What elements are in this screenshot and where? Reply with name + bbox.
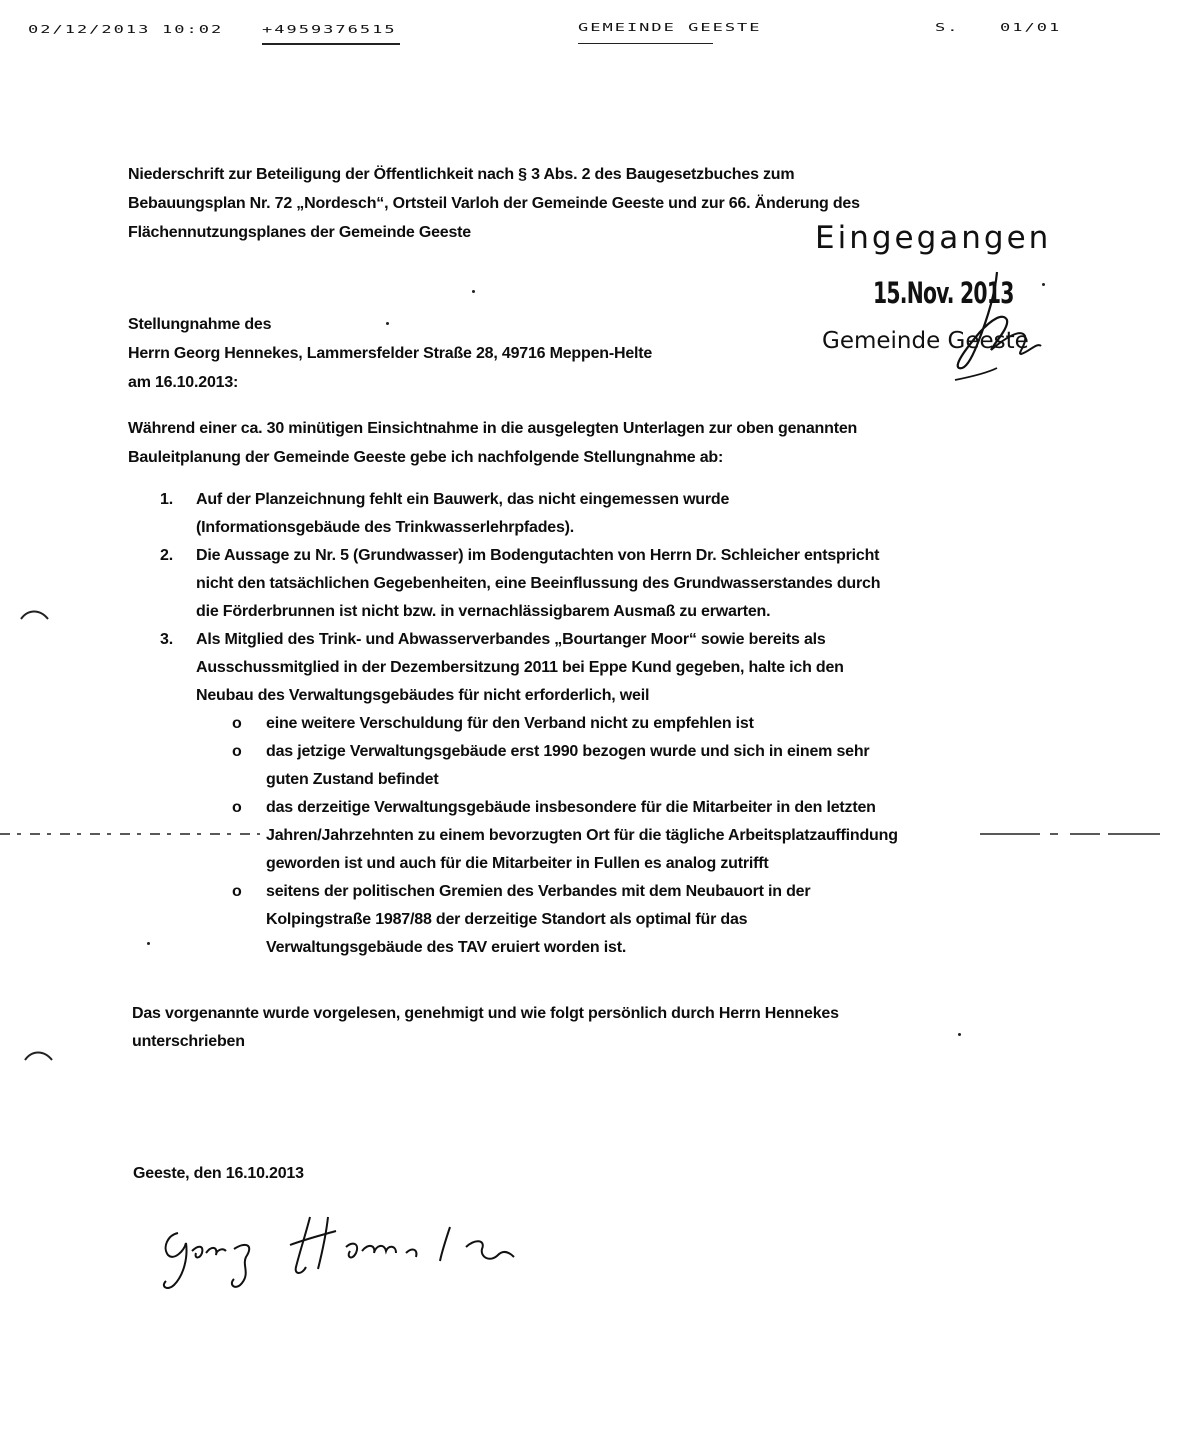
fax-dash-artifact xyxy=(0,832,1200,836)
reason-sublist xyxy=(232,710,1000,962)
list-item xyxy=(160,626,1000,962)
intro-line: Bauleitplanung der Gemeinde Geeste gebe ich nachfolgende Stellungnahme ab: xyxy=(128,449,724,466)
received-stamp xyxy=(815,220,1095,370)
intro-line: Während einer ca. 30 minütigen Einsichtnahme in die ausgelegten Unterlagen zur oben genannten xyxy=(128,420,858,437)
fax-date: 02/12/2013 xyxy=(28,24,151,36)
statement-line: Herrn Georg Hennekes, Lammersfelder Straße 28, 49716 Meppen-Helte xyxy=(128,345,653,362)
bullet: o xyxy=(232,883,242,900)
bullet: o xyxy=(232,715,242,732)
item-number: 2. xyxy=(160,547,173,564)
fax-underline xyxy=(578,43,713,44)
sub-list-item xyxy=(232,878,1000,962)
scan-speck xyxy=(1042,283,1045,286)
sub-item-line: geworden ist und auch für die Mitarbeiter in Fullen es analog zutrifft xyxy=(266,855,769,872)
bullet: o xyxy=(232,799,242,816)
item-number: 3. xyxy=(160,631,173,648)
sub-item-line: eine weitere Verschuldung für den Verband nicht zu empfehlen ist xyxy=(266,715,754,732)
sub-item-line: Kolpingstraße 1987/88 der derzeitige Standort als optimal für das xyxy=(266,911,748,928)
sub-item-line: guten Zustand befindet xyxy=(266,771,439,788)
intro-paragraph xyxy=(128,414,857,472)
objection-list xyxy=(160,486,1000,962)
scan-speck xyxy=(958,1033,961,1036)
handwritten-signature xyxy=(150,1205,530,1295)
sub-list-item xyxy=(232,738,1000,794)
fax-page-label: S. xyxy=(935,22,960,34)
item-line: die Förderbrunnen ist nicht bzw. in vernachlässigbarem Ausmaß zu erwarten. xyxy=(196,603,771,620)
scan-speck xyxy=(147,942,150,945)
list-item xyxy=(160,486,1000,542)
item-line: Ausschussmitglied in der Dezembersitzung 2011 bei Eppe Kund gegeben, halte ich den xyxy=(196,659,844,676)
scan-speck xyxy=(472,290,475,293)
sub-list-item xyxy=(232,794,1000,878)
item-line: Neubau des Verwaltungsgebäudes für nicht erforderlich, weil xyxy=(196,687,650,704)
statement-line: Stellungnahme des xyxy=(128,316,272,333)
sub-item-line: Verwaltungsgebäude des TAV eruiert worden ist. xyxy=(266,939,627,956)
item-number: 1. xyxy=(160,491,173,508)
sub-item-line: das jetzige Verwaltungsgebäude erst 1990 bezogen wurde und sich in einem sehr xyxy=(266,743,870,760)
sub-item-line: seitens der politischen Gremien des Verbandes mit dem Neubauort in der xyxy=(266,883,811,900)
sub-item-line: Jahren/Jahrzehnten zu einem bevorzugten Ort für die tägliche Arbeitsplatzauffindung xyxy=(266,827,898,844)
list-item xyxy=(160,542,1000,626)
title-line: Flächennutzungsplanes der Gemeinde Geeste xyxy=(128,224,472,241)
closing-line: unterschrieben xyxy=(132,1033,245,1050)
fax-header xyxy=(0,14,1200,54)
fax-sender: GEMEINDE GEESTE xyxy=(578,22,762,34)
fax-number: +4959376515 xyxy=(262,24,397,36)
stamp-initials xyxy=(925,250,1125,400)
item-line: nicht den tatsächlichen Gegebenheiten, eine Beeinflussung des Grundwasserstandes durch xyxy=(196,575,881,592)
item-line: Auf der Planzeichnung fehlt ein Bauwerk, das nicht eingemessen wurde xyxy=(196,491,730,508)
item-line: Als Mitglied des Trink- und Abwasserverbandes „Bourtanger Moor“ sowie bereits als xyxy=(196,631,826,648)
title-line: Bebauungsplan Nr. 72 „Nordesch“, Ortsteil Varloh der Gemeinde Geeste und zur 66. Änderung des xyxy=(128,195,860,212)
item-line: (Informationsgebäude des Trinkwasserlehrpfades). xyxy=(196,519,575,536)
sub-list-item xyxy=(232,710,1000,738)
place-date: Geeste, den 16.10.2013 xyxy=(133,1165,304,1182)
stamp-received-label: Eingegangen xyxy=(815,220,1052,256)
closing-line: Das vorgenannte wurde vorgelesen, genehmigt und wie folgt persönlich durch Herrn Hennekes xyxy=(132,1005,839,1022)
margin-mark xyxy=(22,1046,56,1066)
closing-paragraph xyxy=(132,1000,839,1056)
fax-page-count: 01/01 xyxy=(1000,22,1062,34)
sub-item-line: das derzeitige Verwaltungsgebäude insbesondere für die Mitarbeiter in den letzten xyxy=(266,799,876,816)
item-line: Die Aussage zu Nr. 5 (Grundwasser) im Bodengutachten von Herrn Dr. Schleicher entspricht xyxy=(196,547,880,564)
scan-speck xyxy=(386,322,389,325)
stamp-office: Gemeinde Geeste xyxy=(822,328,1029,354)
stamp-date: 15.Nov. 2013 xyxy=(873,276,1014,310)
fax-time: 10:02 xyxy=(162,24,224,36)
title-line: Niederschrift zur Beteiligung der Öffentlichkeit nach § 3 Abs. 2 des Baugesetzbuches zum xyxy=(128,166,795,183)
document-title xyxy=(128,160,860,247)
statement-line: am 16.10.2013: xyxy=(128,374,239,391)
margin-mark xyxy=(18,605,52,625)
statement-header xyxy=(128,310,652,397)
fax-underline xyxy=(262,43,400,45)
bullet: o xyxy=(232,743,242,760)
